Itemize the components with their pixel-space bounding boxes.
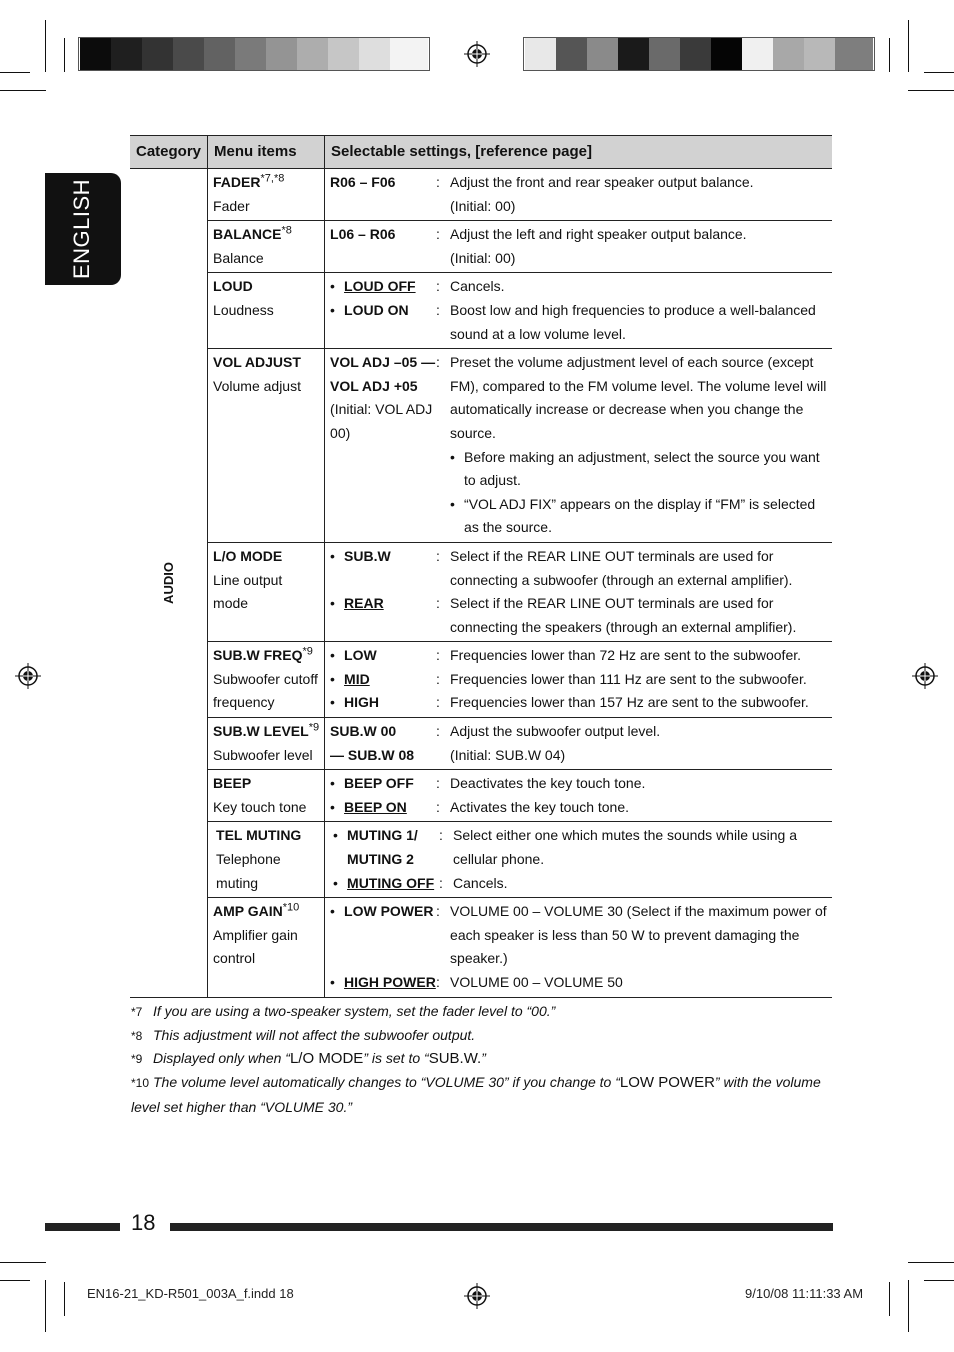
table-row bbox=[130, 349, 832, 543]
setting-text: Select if the REAR LINE OUT terminals are used for connecting a subwoofer (through an external amplifier). bbox=[450, 547, 793, 588]
swatch bbox=[204, 38, 235, 70]
settings-cell: • LOW : Frequencies lower than 72 Hz are sent to the subwoofer. • MID : Frequencies lower than 111 Hz are sent to the subwoofer. • HIGH : Frequencies lower than 157 Hz are sent to the subwoofer. bbox=[325, 642, 832, 718]
table-row bbox=[130, 822, 832, 898]
swatch bbox=[742, 38, 773, 70]
crop-mark bbox=[908, 20, 909, 72]
footnote bbox=[131, 1000, 555, 1025]
setting-label: • LOW POWER bbox=[330, 900, 436, 924]
table-row bbox=[130, 718, 832, 770]
header-category: Category bbox=[130, 136, 208, 169]
footnote-text: Displayed only when “ bbox=[153, 1050, 290, 1066]
table-row bbox=[130, 898, 832, 997]
footnote-text: The volume level automatically changes to “VOLUME 30” if you change to “ bbox=[153, 1074, 620, 1090]
footnote-term: SUB.W. bbox=[428, 1050, 482, 1067]
crop-mark bbox=[0, 90, 46, 91]
table-header-row bbox=[130, 136, 832, 169]
crop-mark bbox=[908, 90, 954, 91]
setting-text: Select either one which mutes the sounds while using a cellular phone. bbox=[453, 827, 798, 868]
table-row bbox=[130, 642, 832, 718]
swatch bbox=[835, 38, 873, 70]
language-tab bbox=[45, 173, 121, 285]
setting-bullet: “VOL ADJ FIX” appears on the display if “FM” is selected as the source. bbox=[464, 495, 816, 536]
footnote bbox=[131, 1047, 486, 1072]
footnote-ref: *7,*8 bbox=[260, 172, 285, 185]
footnote-ref: *8 bbox=[281, 224, 292, 237]
menu-item-cell bbox=[208, 642, 325, 718]
language-tab-label: ENGLISH bbox=[69, 178, 94, 280]
menu-item-name: LOUD bbox=[213, 278, 253, 295]
crop-mark bbox=[908, 1280, 909, 1332]
settings-cell: • MUTING 1/ MUTING 2 : Select either one which mutes the sounds while using a cellular phone. • MUTING OFF : Cancels. bbox=[325, 822, 832, 898]
menu-item-cell bbox=[208, 221, 325, 273]
setting-text: Adjust the front and rear speaker output balance. bbox=[450, 174, 754, 190]
footnote-text: This adjustment will not affect the subwoofer output. bbox=[153, 1027, 476, 1043]
table-row bbox=[130, 542, 832, 641]
setting-bullet: Before making an adjustment, select the source you want to adjust. bbox=[464, 448, 820, 489]
setting-text: Preset the volume adjustment level of each source (except FM), compared to the FM volume level. The volume level will automatically increase or decrease when you change the source. bbox=[450, 354, 827, 441]
crop-mark bbox=[889, 1282, 890, 1316]
footnote-mark: *10 bbox=[131, 1076, 150, 1090]
setting-label: • MUTING 1/ bbox=[333, 824, 439, 848]
menu-item-desc: Volume adjust bbox=[213, 377, 301, 394]
setting-label: R06 – F06 bbox=[330, 174, 396, 190]
page-bar-right bbox=[170, 1223, 833, 1231]
setting-text: Frequencies lower than 157 Hz are sent to the subwoofer. bbox=[450, 694, 809, 711]
menu-item-desc: Loudness bbox=[213, 301, 274, 318]
swatch bbox=[587, 38, 618, 70]
footnote bbox=[131, 1071, 831, 1119]
setting-label: • BEEP ON bbox=[330, 796, 436, 820]
setting-text: VOLUME 00 – VOLUME 30 (Select if the maximum power of each speaker is less than 50 W to prevent damaging the speaker.) bbox=[450, 903, 827, 967]
setting-text: Activates the key touch tone. bbox=[450, 798, 630, 815]
swatch bbox=[80, 38, 111, 70]
crop-mark bbox=[64, 38, 65, 72]
setting-extra: (Initial: 00) bbox=[450, 249, 516, 266]
menu-item-desc: Subwoofer level bbox=[213, 746, 313, 763]
footnote-text: ” with the volume level set higher than “VOLUME 30.” bbox=[131, 1074, 821, 1115]
menu-item-desc: Key touch tone bbox=[213, 798, 307, 815]
swatch bbox=[525, 38, 556, 70]
table-row bbox=[130, 770, 832, 822]
swatch bbox=[173, 38, 204, 70]
table-row bbox=[130, 273, 832, 349]
category-label: AUDIO bbox=[160, 561, 176, 604]
crop-mark bbox=[0, 1262, 46, 1263]
menu-item-name: L/O MODE bbox=[213, 547, 283, 564]
menu-item-name: FADER bbox=[213, 174, 261, 190]
menu-item-name: SUB.W FREQ bbox=[213, 647, 303, 664]
crop-mark bbox=[889, 38, 890, 72]
menu-item-cell bbox=[208, 273, 325, 349]
settings-cell: VOL ADJ –05 — VOL ADJ +05 (Initial: VOL ADJ 00) : Preset the volume adjustment level of each source (except FM), compared to the FM volume level. The volume level will automatically increase or decrease when you change the source. • Before making an adjustment, select the source you want to adjust. • “VOL ADJ FIX” appears on the display if “FM” is selected as the source. bbox=[325, 349, 832, 543]
swatch bbox=[359, 38, 390, 70]
swatch bbox=[142, 38, 173, 70]
menu-item-desc: Fader bbox=[213, 197, 250, 214]
crop-mark bbox=[924, 1280, 954, 1281]
setting-text: VOLUME 00 – VOLUME 50 bbox=[450, 974, 623, 990]
category-cell bbox=[130, 169, 208, 998]
menu-item-name: BEEP bbox=[213, 775, 252, 792]
menu-item-desc: Subwoofer cutoff frequency bbox=[213, 670, 318, 711]
menu-item-cell bbox=[208, 770, 325, 822]
page-number: 18 bbox=[131, 1210, 156, 1235]
registration-target-icon bbox=[912, 663, 938, 689]
settings-cell: SUB.W 00 — SUB.W 08 : Adjust the subwoofer output level. (Initial: SUB.W 04) bbox=[325, 718, 832, 770]
crop-mark bbox=[908, 1262, 954, 1263]
menu-item-desc: Telephone muting bbox=[216, 851, 281, 891]
footnote-text: ” bbox=[481, 1050, 486, 1066]
swatch bbox=[649, 38, 680, 70]
setting-label: L06 – R06 bbox=[330, 226, 396, 243]
swatch bbox=[711, 38, 742, 70]
swatch bbox=[773, 38, 804, 70]
swatch bbox=[266, 38, 297, 70]
menu-item-name: AMP GAIN bbox=[213, 903, 283, 920]
settings-cell: L06 – R06 : Adjust the left and right speaker output balance. (Initial: 00) bbox=[325, 221, 832, 273]
menu-item-desc: Amplifier gain control bbox=[213, 926, 298, 967]
setting-initial: (Initial: VOL ADJ 00) bbox=[330, 401, 433, 441]
footnote-text: If you are using a two-speaker system, set the fader level to “00.” bbox=[153, 1003, 556, 1019]
audio-settings-table bbox=[130, 135, 832, 998]
setting-label: • LOW bbox=[330, 644, 436, 668]
settings-cell: • LOW POWER : VOLUME 00 – VOLUME 30 (Select if the maximum power of each speaker is less than 50 W to prevent damaging the speaker.) • HIGH POWER : VOLUME 00 – VOLUME 50 bbox=[325, 898, 832, 997]
setting-text: Frequencies lower than 111 Hz are sent to the subwoofer. bbox=[450, 670, 807, 687]
crop-mark bbox=[0, 1280, 30, 1281]
settings-cell: • LOUD OFF : Cancels. • LOUD ON : Boost low and high frequencies to produce a well-balanced sound at a low volume level. bbox=[325, 273, 832, 349]
setting-label: VOL ADJ –05 — bbox=[330, 354, 436, 371]
registration-target-icon bbox=[464, 41, 490, 67]
menu-item-cell bbox=[208, 349, 325, 543]
menu-item-desc: Line output mode bbox=[213, 571, 283, 612]
setting-label: • MID bbox=[330, 668, 436, 692]
settings-cell: R06 – F06 : Adjust the front and rear speaker output balance. (Initial: 00) bbox=[325, 169, 832, 221]
footnote-text: ” is set to “ bbox=[363, 1050, 429, 1066]
registration-target-icon bbox=[464, 1283, 490, 1309]
menu-item-name: VOL ADJUST bbox=[213, 354, 301, 371]
swatch bbox=[556, 38, 587, 70]
menu-item-cell bbox=[208, 542, 325, 641]
footnote-term: L/O MODE bbox=[289, 1050, 364, 1067]
setting-label-end: MUTING 2 bbox=[347, 851, 414, 868]
setting-text: Cancels. bbox=[453, 874, 508, 891]
footnote-mark: *7 bbox=[131, 1005, 143, 1019]
header-settings: Selectable settings, [reference page] bbox=[325, 136, 832, 169]
menu-item-cell bbox=[208, 898, 325, 997]
setting-label-end: — SUB.W 08 bbox=[330, 746, 415, 763]
menu-item-name: TEL MUTING bbox=[216, 827, 302, 844]
settings-cell: • SUB.W : Select if the REAR LINE OUT terminals are used for connecting a subwoofer (through an external amplifier). • REAR : Select if the REAR LINE OUT terminals are used for connecting the speakers (through an external amplifier). bbox=[325, 542, 832, 641]
swatch bbox=[328, 38, 359, 70]
footnote-term: LOW POWER bbox=[619, 1074, 715, 1091]
setting-text: Boost low and high frequencies to produce a well-balanced sound at a low volume level. bbox=[450, 301, 816, 342]
footnote-ref: *10 bbox=[282, 901, 300, 914]
slug-date: 9/10/08 11:11:33 AM bbox=[745, 1286, 864, 1301]
page-bar-left bbox=[45, 1223, 120, 1231]
swatch bbox=[235, 38, 266, 70]
footnote bbox=[131, 1024, 475, 1049]
menu-item-cell bbox=[208, 718, 325, 770]
footnote-ref: *9 bbox=[302, 645, 313, 658]
setting-extra: (Initial: 00) bbox=[450, 197, 516, 214]
swatch bbox=[804, 38, 835, 70]
footnote-mark: *9 bbox=[131, 1052, 143, 1066]
setting-label: • BEEP OFF bbox=[330, 772, 436, 796]
setting-label: • SUB.W bbox=[330, 545, 436, 569]
setting-label: • LOUD ON bbox=[330, 299, 436, 323]
setting-label: • REAR bbox=[330, 592, 436, 616]
menu-item-cell bbox=[208, 169, 325, 221]
crop-mark bbox=[45, 1280, 46, 1332]
setting-text: Select if the REAR LINE OUT terminals are used for connecting the speakers (through an external amplifier). bbox=[450, 595, 797, 635]
crop-mark bbox=[64, 1282, 65, 1316]
setting-label: • MUTING OFF bbox=[333, 872, 439, 896]
menu-item-name: SUB.W LEVEL bbox=[213, 723, 309, 740]
setting-label-end: VOL ADJ +05 bbox=[330, 377, 418, 394]
swatch bbox=[390, 38, 428, 70]
setting-text: Cancels. bbox=[450, 278, 505, 295]
setting-text: Frequencies lower than 72 Hz are sent to the subwoofer. bbox=[450, 647, 802, 664]
registration-target-icon bbox=[15, 663, 41, 689]
footnote-mark: *8 bbox=[131, 1029, 143, 1043]
setting-label: • LOUD OFF bbox=[330, 275, 436, 299]
settings-cell: • BEEP OFF : Deactivates the key touch tone. • BEEP ON : Activates the key touch tone. bbox=[325, 770, 832, 822]
swatch bbox=[618, 38, 649, 70]
menu-item-desc: Balance bbox=[213, 249, 264, 266]
table-row bbox=[130, 169, 832, 221]
setting-text: Adjust the subwoofer output level. bbox=[450, 723, 661, 740]
setting-label: • HIGH POWER bbox=[330, 971, 436, 995]
setting-text: Deactivates the key touch tone. bbox=[450, 775, 646, 792]
header-menu-items: Menu items bbox=[208, 136, 325, 169]
crop-mark bbox=[924, 72, 954, 73]
swatch bbox=[297, 38, 328, 70]
menu-item-cell bbox=[208, 822, 325, 898]
setting-label: • HIGH bbox=[330, 691, 436, 715]
crop-mark bbox=[0, 72, 30, 73]
setting-text: Adjust the left and right speaker output balance. bbox=[450, 226, 747, 243]
footnote-ref: *9 bbox=[308, 721, 320, 734]
swatch bbox=[111, 38, 142, 70]
table-row bbox=[130, 221, 832, 273]
menu-item-name: BALANCE bbox=[213, 226, 282, 243]
setting-extra: (Initial: SUB.W 04) bbox=[450, 746, 566, 763]
setting-label: SUB.W 00 bbox=[330, 723, 397, 740]
crop-mark bbox=[45, 20, 46, 72]
swatch bbox=[680, 38, 711, 70]
slug-file: EN16-21_KD-R501_003A_f.indd 18 bbox=[87, 1286, 294, 1301]
